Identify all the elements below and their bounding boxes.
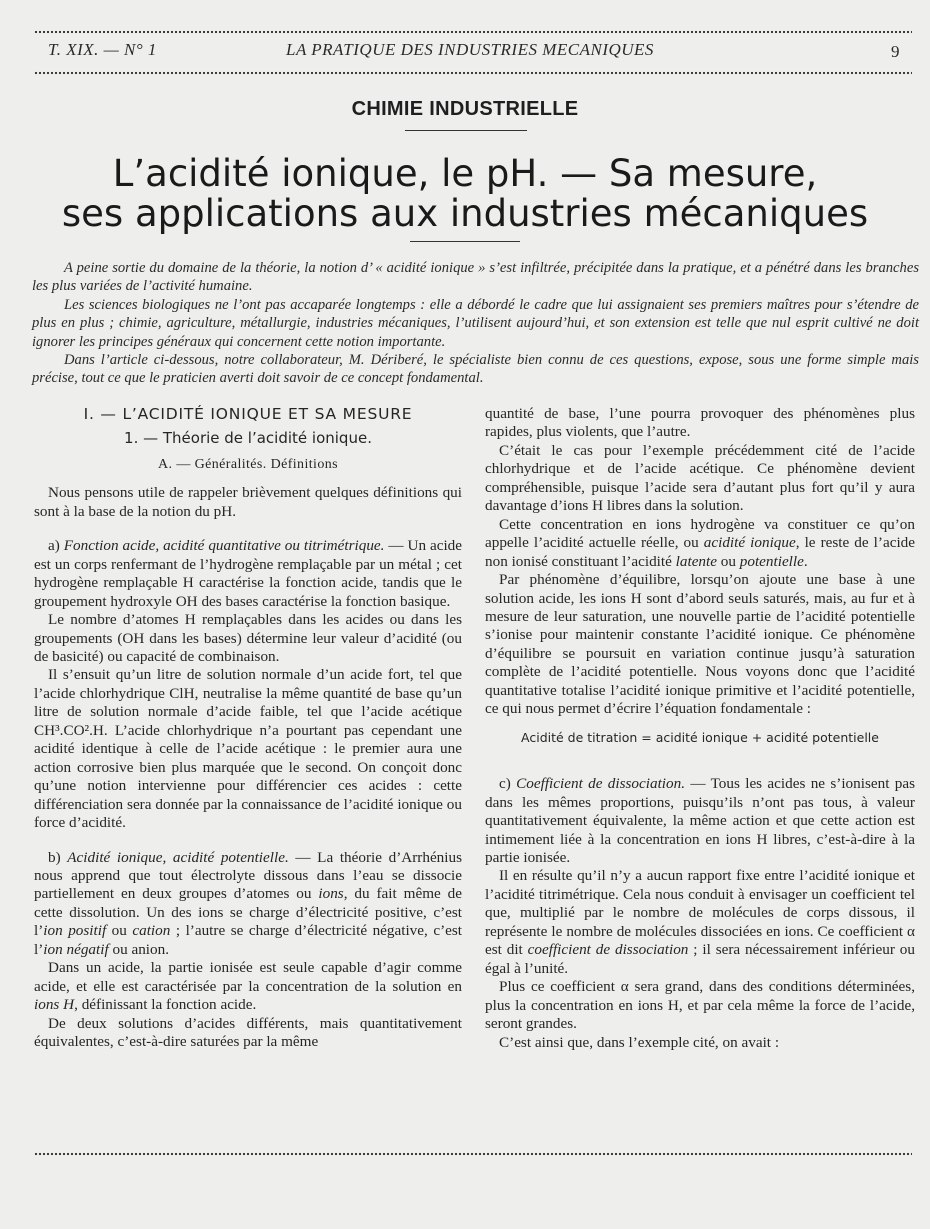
body-paragraph: C’est ainsi que, dans l’exemple cité, on avait :	[499, 1033, 780, 1051]
subsection-heading: 1. — Théorie de l’acidité ionique.	[124, 429, 372, 448]
intro-paragraph: Les sciences biologiques ne l’ont pas accaparée longtemps : elle a débordé le cadre que lui assignaient ses premiers maîtres pour s’étendre de plus en plus ; chimie, agriculture, métallurgie, industries mécaniques, l’utilisent aujourd’hui, et son extension est telle que nul esprit cultivé ne doit ignorer les principes généraux qui concernent cette notion importante.	[32, 296, 919, 350]
body-paragraph: quantité de base, l’une pourra provoquer des phénomènes plus rapides, plus violents, que l’autre.	[485, 405, 915, 441]
body-paragraph: Cette concentration en ions hydrogène va constituer ce qu’on appelle l’acidité actuelle réelle, ou acidité ionique, le reste de l’acide non ionisé constituant l’acidité latente ou potentielle.	[485, 515, 915, 570]
right-column	[485, 405, 915, 1052]
body-paragraph: Dans un acide, la partie ionisée est seule capable d’agir comme acide, et elle est caractérisée par la concentration de la solution en ions H, définissant la fonction acide.	[34, 959, 462, 1014]
body-paragraph: Il en résulte qu’il n’y a aucun rapport fixe entre l’acidité ionique et l’acidité titrimétrique. Cela nous conduit à envisager un coefficient tel que, multiplié par le nombre de molécules de corps dissous, il représente le nombre de molécules dissociées en ions. Ce coefficient α est dit coefficient de dissociation ; il sera nécessairement inférieur ou égal à l’unité.	[485, 867, 915, 977]
volume-number: T. XIX. — N° 1	[48, 40, 157, 59]
intro-paragraph: A peine sortie du domaine de la théorie, la notion d’ « acidité ionique » s’est infiltrée, précipitée dans la pratique, et a pénétré dans les branches les plus variées de l’activité humaine.	[32, 260, 919, 295]
section-heading: CHIMIE INDUSTRIELLE	[351, 98, 579, 120]
definition-title: Coefficient de dissociation.	[516, 775, 685, 793]
subsubsection-heading: A. — Généralités. Définitions	[158, 456, 338, 472]
running-header	[48, 40, 900, 64]
article-title-line-2: ses applications aux industries mécaniques	[61, 192, 869, 235]
body-paragraph: Le nombre d’atomes H remplaçables dans les acides ou dans les groupements (OH dans les bases) détermine leur valeur d’acidité (ou de basicité) ou capacité de combinaison.	[34, 611, 462, 665]
definition-title: Acidité ionique, acidité potentielle.	[67, 848, 289, 866]
body-paragraph: Par phénomène d’équilibre, lorsqu’on ajoute une base à une solution acide, les ions H sont d’abord seuls saturés, mais, au fur et à mesure de leur saturation, une nouvelle partie de l’acidité potentielle s’ionise pour maintenir constante l’acidité ionique. Ce phénomène d’équilibre se poursuit en variation continue jusqu’à saturation complète de l’acidité potentielle. Nous voyons donc que l’acidité quantitative totalise l’acidité ionique primitive et l’acidité potentielle, ce qui nous permet d’écrire l’équation fondamentale :	[485, 571, 915, 718]
footer-dotted-rule	[34, 1152, 912, 1156]
page-number: 9	[891, 42, 900, 61]
body-paragraph: C’était le cas pour l’exemple précédemment cité de l’acide chlorhydrique et de l’acide acétique. Ce phénomène devient compréhensible, puisque l’acide sera d’autant plus fort qu’il y aura davantage d’ions H libres dans la solution.	[485, 441, 915, 515]
top-dotted-rule	[34, 30, 912, 34]
fundamental-equation: Acidité de titration = acidité ionique + acidité potentielle	[521, 729, 879, 745]
body-paragraph: Il s’ensuit qu’un litre de solution normale d’un acide fort, tel que l’acide chlorhydrique ClH, neutralise la même quantité de base qu’un litre de solution normale d’acide faible, tel que l’acide acétique CH³.CO².H. L’acide chlorhydrique n’a pourtant pas cependant une acidité identique à celle de l’acide acétique : le premier aura une action corrosive bien plus marquée que le second. On conçoit donc qu’une notion intervienne pour différencier ces acides : cette différenciation sera donnée par la connaissance de l’acidité ionique ou force d’acidité.	[34, 666, 462, 832]
intro-paragraph: Dans l’article ci-dessous, notre collaborateur, M. Dériberé, le spécialiste bien connu de ces questions, expose, sous une forme simple mais précise, tout ce que le praticien averti doit savoir de ce concept fondamental.	[32, 352, 919, 387]
article-intro	[32, 259, 919, 388]
article-title-line-1: L’acidité ionique, le pH. — Sa mesure,	[112, 152, 818, 195]
chapter-heading: I. — L’ACIDITÉ IONIQUE ET SA MESURE	[83, 405, 413, 423]
definition-a: a) Fonction acide, acidité quantitative ou titrimétrique. — Un acide est un corps renfermant de l’hydrogène remplaçable par un métal ; cet hydrogène remplaçable H caractérise la fonction acide, tandis que le groupement hydroxyle OH des bases caractérise la fonction basique.	[34, 537, 462, 610]
definition-b: b) Acidité ionique, acidité potentielle. — La théorie d’Arrhénius nous apprend que tout électrolyte dissous dans l’eau se dissocie partiellement en deux groupes d’atomes ou ions, du fait même de cette dissolution. Un des ions se charge d’électricité positive, c’est l’ion positif ou cation ; l’autre se charge d’électricité négative, c’est l’ion négatif ou anion.	[34, 848, 463, 958]
section-rule	[405, 130, 527, 131]
body-paragraph: Nous pensons utile de rappeler brièvement quelques définitions qui sont à la base de la notion du pH.	[34, 484, 462, 520]
left-column	[34, 405, 462, 1052]
journal-title: LA PRATIQUE DES INDUSTRIES MECANIQUES	[286, 40, 654, 59]
definition-title: Fonction acide, acidité quantitative ou titrimétrique.	[63, 537, 385, 555]
header-dotted-rule	[34, 71, 912, 75]
definition-c: c) Coefficient de dissociation. — Tous les acides ne s’ionisent pas dans les mêmes proportions, puisqu’ils n’ont pas tous, à valeur quantitativement équivalente, la même action et que cette action est intimement liée à la concentration en ions H libres, c’est-à-dire à la partie ionisée.	[485, 775, 916, 866]
body-paragraph: Plus ce coefficient α sera grand, dans des conditions déterminées, plus la concentration en ions H, et par cela même la force de l’acide, seront grandes.	[485, 978, 915, 1033]
body-paragraph: De deux solutions d’acides différents, mais quantitativement équivalentes, c’est-à-dire saturées par la même	[34, 1014, 462, 1051]
title-rule	[410, 241, 520, 242]
